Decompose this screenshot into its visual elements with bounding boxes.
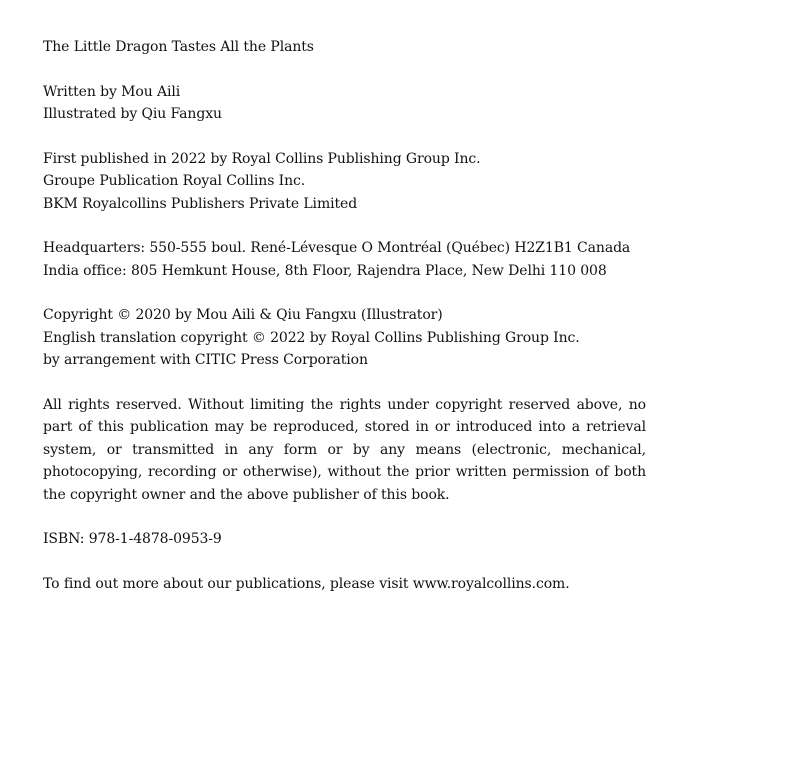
isbn-line: ISBN: 978-1-4878-0953-9 bbox=[43, 531, 222, 547]
headquarters-address: Headquarters: 550-555 boul. René-Lévesque O Montréal (Québec) H2Z1B1 Canada bbox=[43, 240, 631, 256]
rights-paragraph: All rights reserved. Without limiting the rights under copyright reserved above, no part of this publication may be reproduced, stored in or introduced into a retrieval system, or transmitted in any form or by any means (electronic, mechanical, photocopying, recording or otherwise), without the prior written permission of both the copyright owner and the above publisher of this book. bbox=[43, 396, 646, 503]
book-title: The Little Dragon Tastes All the Plants bbox=[43, 39, 314, 55]
credits-block bbox=[43, 81, 653, 126]
first-published-line: First published in 2022 by Royal Collins Publishing Group Inc. bbox=[43, 150, 481, 167]
publisher-name-fr: Groupe Publication Royal Collins Inc. bbox=[43, 173, 306, 189]
india-office-address: India office: 805 Hemkunt House, 8th Floor, Rajendra Place, New Delhi 110 008 bbox=[43, 262, 607, 279]
author-credit: Written by Mou Aili bbox=[43, 83, 181, 100]
arrangement-line: by arrangement with CITIC Press Corporation bbox=[43, 352, 368, 368]
publisher-name-india: BKM Royalcollins Publishers Private Limited bbox=[43, 195, 358, 212]
copyright-page bbox=[43, 36, 653, 617]
offices-block bbox=[43, 237, 653, 282]
copyright-line: Copyright © 2020 by Mou Aili & Qiu Fangxu (Illustrator) bbox=[43, 307, 443, 323]
publication-block bbox=[43, 148, 653, 216]
copyright-block bbox=[43, 304, 653, 372]
more-info-line: To find out more about our publications, please visit www.royalcollins.com. bbox=[43, 575, 570, 592]
translation-copyright-line: English translation copyright © 2022 by Royal Collins Publishing Group Inc. bbox=[43, 329, 580, 346]
illustrator-credit: Illustrated by Qiu Fangxu bbox=[43, 106, 222, 122]
